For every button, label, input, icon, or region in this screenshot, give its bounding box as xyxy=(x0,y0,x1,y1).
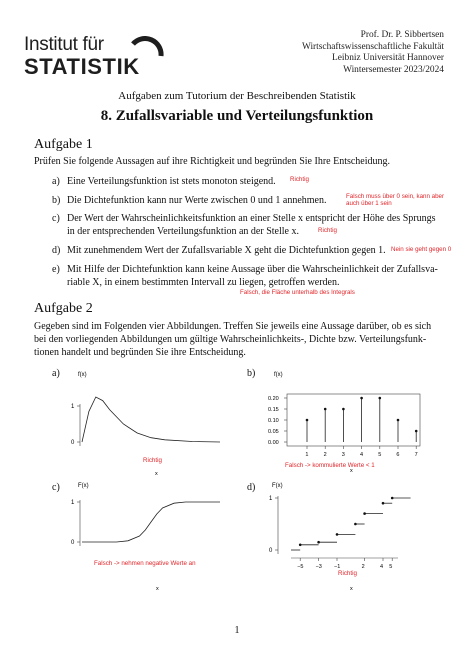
handwritten-note: Nein sie geht gegen 0 xyxy=(391,246,452,253)
plot-a-label: a) xyxy=(52,368,60,379)
plot-c xyxy=(60,478,240,593)
aufgabe1-intro: Prüfen Sie folgende Aussagen auf ihre Richtigkeit und begründen Sie Ihre Entscheidung. xyxy=(34,156,391,167)
item-label: c) xyxy=(52,213,60,224)
plot-d-jump-point xyxy=(382,502,385,505)
plot-d-xtick-label: −5 xyxy=(297,564,304,570)
plot-b-point xyxy=(379,397,382,400)
handwritten-note: Richtig xyxy=(318,227,337,234)
logo-arc-icon xyxy=(125,36,165,76)
plot-d-jump-point xyxy=(336,533,339,536)
plot-b-label: b) xyxy=(247,368,256,379)
plot-d-jump-point xyxy=(299,544,302,547)
plot-d-label: d) xyxy=(247,482,256,493)
aufgabe2-intro: bei den vorliegenden Abbildungen um gültige Wahrscheinlichkeits-, Dichte bzw. Verteilungsfunk- xyxy=(34,334,427,345)
item-text: Die Dichtefunktion kann nur Werte zwischen 0 und 1 annehmen. xyxy=(67,195,327,206)
handwritten-note: Richtig xyxy=(338,570,357,577)
item-label: d) xyxy=(52,245,61,256)
plot-d-xtick-label: 4 xyxy=(380,564,384,570)
plot-b-ylabel: f(x) xyxy=(274,372,283,378)
handwritten-note: Richtig xyxy=(143,457,162,464)
plot-b-ytick-label: 0.20 xyxy=(268,396,279,402)
plot-b-ytick-label: 0.00 xyxy=(268,440,279,446)
logo-title-line1: Institut für xyxy=(24,34,104,55)
plot-d-xtick-label: 5 xyxy=(389,564,393,570)
plot-d-xtick-label: −3 xyxy=(315,564,322,570)
handwritten-note: Falsch, die Fläche unterhalb des Integrals xyxy=(240,289,355,296)
institute-header xyxy=(214,30,444,76)
header-line: Wirtschaftswissenschaftliche Fakultät xyxy=(301,41,444,52)
plot-b-xtick-label: 4 xyxy=(360,452,364,458)
plot-a-ytick-1: 1 xyxy=(71,404,75,410)
plot-a-xlabel: x xyxy=(155,471,158,477)
plot-d-jump-point xyxy=(363,512,366,515)
handwritten-note: Falsch -> nehmen negative Werte an xyxy=(94,560,196,567)
item-label: b) xyxy=(52,195,61,206)
document-title: 8. Zufallsvariable und Verteilungsfunktion xyxy=(100,108,374,124)
item-label: a) xyxy=(52,176,60,187)
plot-c-ytick-0: 0 xyxy=(71,540,75,546)
plot-d-jump-point xyxy=(317,541,320,544)
aufgabe2-heading: Aufgabe 2 xyxy=(34,301,93,316)
plot-b-point xyxy=(397,419,400,422)
plot-b-point xyxy=(415,430,418,433)
item-text: Mit zunehmendem Wert der Zufallsvariable X geht die Dichtefunktion gegen 1. xyxy=(67,245,386,256)
item-text: in der entsprechenden Verteilungsfunktion an der Stelle x. xyxy=(67,226,299,237)
document-subtitle: Aufgaben zum Tutorium der Beschreibenden Statistik xyxy=(118,90,356,102)
plot-b-point xyxy=(324,408,327,411)
aufgabe2-intro: tionen handelt und begründen Sie ihre Entscheidung. xyxy=(34,347,246,358)
plot-d-ytick-1: 1 xyxy=(269,496,273,502)
plot-d-xtick-label: 2 xyxy=(361,564,365,570)
plot-d-jump-point xyxy=(391,497,394,500)
handwritten-note: Richtig xyxy=(290,176,309,183)
plot-c-cdf-curve xyxy=(82,502,220,542)
plot-b-ytick-label: 0.15 xyxy=(268,407,279,413)
plot-c-label: c) xyxy=(52,482,60,493)
plot-b-point xyxy=(342,408,345,411)
plot-d-jump-point xyxy=(354,523,357,526)
plot-d-xtick-label: −1 xyxy=(334,564,341,570)
page-number: 1 xyxy=(234,625,240,636)
plot-b-ytick-label: 0.10 xyxy=(268,418,279,424)
plot-b-xtick-label: 3 xyxy=(341,452,345,458)
plot-b-xtick-label: 6 xyxy=(396,452,400,458)
item-text: riable X, in einem bestimmten Intervall zu liegen, getroffen werden. xyxy=(67,277,340,288)
handwritten-note: Falsch muss über 0 sein, kann aber auch über 1 sein xyxy=(346,193,445,207)
plot-a-ylabel: f(x) xyxy=(78,372,87,378)
plot-d-xlabel: x xyxy=(350,586,353,592)
plot-b-point xyxy=(360,397,363,400)
plot-c-xlabel: x xyxy=(156,586,159,592)
handwritten-note: Falsch -> kommulierte Werte < 1 xyxy=(285,462,375,469)
header-line: Prof. Dr. P. Sibbertsen xyxy=(360,30,444,40)
aufgabe2-intro: Gegeben sind im Folgenden vier Abbildungen. Treffen Sie jeweils eine Aussage darüber, ob es sich xyxy=(34,321,432,332)
plot-b-point xyxy=(306,419,309,422)
plot-b-xtick-label: 5 xyxy=(378,452,382,458)
item-text: Mit Hilfe der Dichtefunktion kann keine Aussage über die Wahrscheinlichkeit der Zufallsva- xyxy=(67,264,438,275)
item-text: Der Wert der Wahrscheinlichkeitsfunktion an einer Stelle x entspricht der Höhe des Sprungs xyxy=(67,213,436,224)
plot-b-xtick-label: 7 xyxy=(414,452,418,458)
plot-d xyxy=(258,478,438,598)
plot-b-ytick-label: 0.05 xyxy=(268,429,279,435)
plot-c-ylabel: F(x) xyxy=(78,483,89,489)
item-text: Eine Verteilungsfunktion ist stets monoton steigend. xyxy=(67,176,276,187)
plot-a-ytick-0: 0 xyxy=(71,440,75,446)
item-label: e) xyxy=(52,264,60,275)
header-line: Leibniz Universität Hannover xyxy=(332,53,444,64)
plot-b-xtick-label: 2 xyxy=(323,452,327,458)
plot-b-xtick-label: 1 xyxy=(305,452,309,458)
aufgabe1-heading: Aufgabe 1 xyxy=(34,137,93,152)
plot-b-xlabel: x xyxy=(350,468,353,474)
plot-d-ytick-0: 0 xyxy=(269,548,273,554)
logo-title-line2: STATISTIK xyxy=(24,54,140,79)
plot-d-ylabel: F(x) xyxy=(272,483,283,489)
header-line: Wintersemester 2023/2024 xyxy=(343,64,444,75)
plot-c-ytick-1: 1 xyxy=(71,500,75,506)
plot-a-density-curve xyxy=(82,397,220,442)
